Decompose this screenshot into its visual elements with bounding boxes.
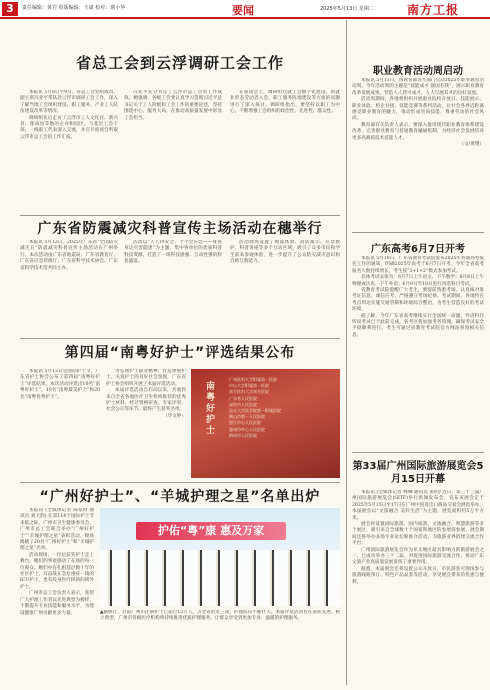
paragraph: 活动以“人人讲安全、个个会应急——排查身边灾害隐患”为主题，集中各单位的优质科普科技资源，打造了一场科技感强、互动性强的科普盛宴。 [124,240,222,265]
paragraph: 据了解，今年广东省高考继续实行全国统一命题，外语科目听说考试已于此前完成。各考区将加强考务管理，确保考试安全平稳顺利进行。考生可通过省教育考试院官方网站查询相关信息。 [352,313,484,338]
article-body-delegation-col2 [124,90,222,212]
paragraph: 为弘扬护士职业精神，营造尊重护士、关爱护士的良好社会氛围，广东省护士协会组织开展了本届评选活动。 [106,369,186,387]
article-body-nurses-col1 [20,369,100,479]
paragraph: 具体考试安排为：6月7日上午语文、下午数学；6月8日上午物理或历史、下午外语；6月9日至10日进行再选科目考试。 [352,275,484,287]
divider [20,215,340,216]
paragraph: 本报讯 (全媒体记者 林琳 通讯员 张明) 近日，第三十三届广州国际旅游展览会(GITF)举行新闻发布会，宣布该展会定于2025年5月15日至17日在广州中国进出口商品交易会展馆举办。本届展会以“文旅融合 美好生活”为主题，展览面积约5万平方米。 [352,490,484,521]
article-body-skills [352,78,484,228]
crowd-image [100,550,340,606]
list-item: 广东省人民医院 [229,395,257,401]
author-credit: （毕文婷） [163,413,186,419]
page-number: 3 [2,2,18,16]
paragraph: 本报讯 5月10日，广东省教育考试院发布2025年普通高考报名工作的通知，明确2025年高考于6月7日开考。今年全省高考报名人数持续增长，考生按“3+1+2”模式参加考试。 [352,256,484,274]
paragraph: 调研组先后走访了云浮市工人文化宫、新兴县、郁南县等地的企业和园区，与基层工会干部、一线职工代表深入交流，并召开座谈会听取云浮市总工会的工作汇报。 [20,115,118,140]
divider [352,452,484,453]
article-body-disaster-col1 [20,240,118,335]
paragraph: 本报讯 5月8日至9日，省总工会党组成员、副主席冯亚平带队赴云浮市调研工会工作，深入了解当地工会组织建设、职工服务、产业工人队伍建设改革等情况。 [20,90,118,115]
paragraph: 据悉，本届展会还将设置公众开放日，市民游客可现场参与旅游线路预订、特色产品品鉴等活动，享受展会带来的优惠与便利。 [352,566,484,585]
author-credit: （文/黄翔） [459,142,484,148]
photo-title: 南粤好护士 [204,381,214,436]
photo-caption-guangzhou: ▲据统计，目前广州市注册护士已超过13万人，占全省的近三成，护理队伍不断壮大。本届评选活动旨在表彰先进、树立典型，广州市各级医疗机构将持续推进优质护理服务，让群众享受到更加专业、温暖的护理服务。 [100,610,340,622]
article-headline-tourism: 第33届广州国际旅游展览会5月15日开幕 [352,461,484,485]
article-headline-skills: 职业教育活动周启动 [373,66,463,77]
paragraph: 本报讯 5月11日，由教育部等九部门启动2025年职业教育活动周。今年活动周的主题是“技能成才 强国有我”，展示职业教育改革发展成果，营造人人皆可成才、人人尽展其才的良好氛围。 [352,78,484,96]
list-item: 惠州市中心人民医院 [229,426,265,432]
paragraph: 在座谈会上，调研组还就工会数字化建设、新就业形态劳动者入会、职工服务阵地建设等方面的问题进行了深入探讨。调研组指出，要坚持以职工为中心，不断增强工会组织的政治性、先进性、群众性。 [230,90,340,115]
paragraph: 本报讯 (全媒体记者 陈家恒 通讯员 刘天韵) 在第114个国际护士节来临之际，广州市卫生健康委员会、广州市总工会联合举办“广州好护士”“羊城护理之星”表彰活动，现场揭晓了20名“广州好护士”和“羊城护理之星”名单。 [20,508,94,552]
column-divider [346,20,347,685]
article-body-disaster-col3 [230,240,340,335]
article-body-delegation-col3 [230,90,340,212]
article-headline-nurses: 第四届“南粤好护士”评选结果公布 [64,345,296,361]
list-item: 中山大学附属第一医院 [229,383,269,389]
article-body-nurses-col2 [106,369,186,479]
publication-date: 2025年5月13日 星期二 [320,6,374,12]
list-item: 南方医科大学南方医院 [229,389,269,395]
article-body-gaokao [352,256,484,448]
article-body-delegation-col1 [20,90,118,212]
list-item: 佛山市第一人民医院 [229,414,265,420]
article-headline-gaokao: 广东高考6月7日开考 [371,244,465,255]
paragraph: 本报讯 5月12日是国际护士节，广东省护士协会公布了第四届“南粤好护士”评选结果。本次活动评选出10名“南粤好护士”、10名“南粤最美护士”和20名“南粤优秀护士”。 [20,369,100,400]
paragraph: 广州国际旅游展览会作为亚太地区最具影响力的旅游展会之一，已成功举办三十二届，对促进国际旅游交流合作、推动广东文旅产业高质量发展发挥了重要作用。 [352,547,484,566]
article-body-guangzhou-col1 [20,508,94,680]
ceremony-banner: 护佑“粤”康 惠及万家 [136,522,286,540]
article-body-disaster-col2 [124,240,222,335]
photo-name-list [229,377,281,439]
divider [20,338,340,339]
masthead-logo: 南方工报 [407,3,460,17]
nurses-award-photo [191,369,340,478]
guangzhou-ceremony-photo [100,508,340,606]
paragraph: 冯亚平充分肯定了云浮市总工会的工作成效。她强调，各级工会要认真学习贯彻习近平总书记关于工人阶级和工会工作的重要论述，坚持围绕中心、服务大局，在推动高质量发展中彰显工会担当。 [124,90,222,121]
paragraph: 省教育考试院提醒广大考生，要提前熟悉考场、认真核对准考证信息，诚信应考，严格遵守考场纪律。考试期间，各地将在考点周边实施交通管制和环境综合整治，为考生营造良好的考试环境。 [352,288,484,313]
paragraph: 本届评选活动自启动以来，共收到来自全省各地医疗卫生机构推荐的优秀护士材料，经过资格审查、专家评审、社会公示等环节，最终产生获奖名单。 [106,388,186,413]
article-body-tourism [352,490,484,682]
paragraph: 教育部有关负责人表示，要深入推进现代职业教育体系建设改革，完善职业教育与普通教育融通机制，为经济社会发展培养更多高素质技术技能人才。 [352,122,484,141]
divider [352,232,484,233]
list-item: 梅州市人民医院 [229,432,257,438]
list-item: 广州医科大学附属第一医院 [229,377,277,382]
list-item: 湛江中心人民医院 [229,420,261,426]
article-headline-delegation: 省总工会到云浮调研工会工作 [75,54,284,72]
list-item: 汕头大学医学院第一附属医院 [229,408,281,414]
paragraph: 活动现场，一位位获奖护士走上舞台，她们的事迹感动了在场的每一位观众。她们中有扎根基层数十年的社区护士，有奋战在急危重症一线的ICU护士，也有投身医疗援助的援外护士。 [20,552,94,590]
article-headline-guangzhou: “广州好护士”、“羊城护理之星”名单出炉 [39,489,321,505]
paragraph: 本报讯 5月12日，2025年广东省“全国防灾减灾日”防震减灾科普宣传主场活动在广州举行。本次活动由广东省地震局、广东省教育厅、广东省应急管理厅、广东省科学技术协会、广东省科学技术馆共同主办。 [20,240,118,271]
paragraph: 活动现场设置了地震体验、消防演示、应急救护、科普讲座等多个互动区域，吸引了众多市民和学生前来参观体验，进一步提升了公众防灾减灾意识和自救互救能力。 [230,240,340,265]
paragraph: 活动周期间，各地将组织开展职业院校开放日、技能展示、职业体验、校企对接、技能竞赛等系列活动，让社会各界近距离感受职业教育的魅力，推动形成崇尚技能、尊重劳动的社会风尚。 [352,97,484,122]
article-headline-disaster: 广东省防震减灾科普宣传主场活动在穗举行 [37,221,323,237]
paragraph: 展会将设置国际旅游、国内旅游、文旅融合、智慧旅游等多个展区，吸引来自全球数十个国家和地区的参展商参展。展会期间还将举办多场专业论坛和推介活动，为旅游业界搭建交流合作平台。 [352,522,484,547]
editors-line: 责任编辑：黄岩 组版编辑：王斌 校对：谢小华 [22,5,126,11]
section-label: 要闻 [232,4,254,17]
divider [20,482,340,483]
header-rule [0,17,490,19]
paragraph: 广州市总工会负责人表示，希望广大护理工作者以先进典型为榜样，不断提升专业技能和服务水平，为建设健康广州贡献更多力量。 [20,591,94,616]
list-item: 深圳市人民医院 [229,401,257,407]
